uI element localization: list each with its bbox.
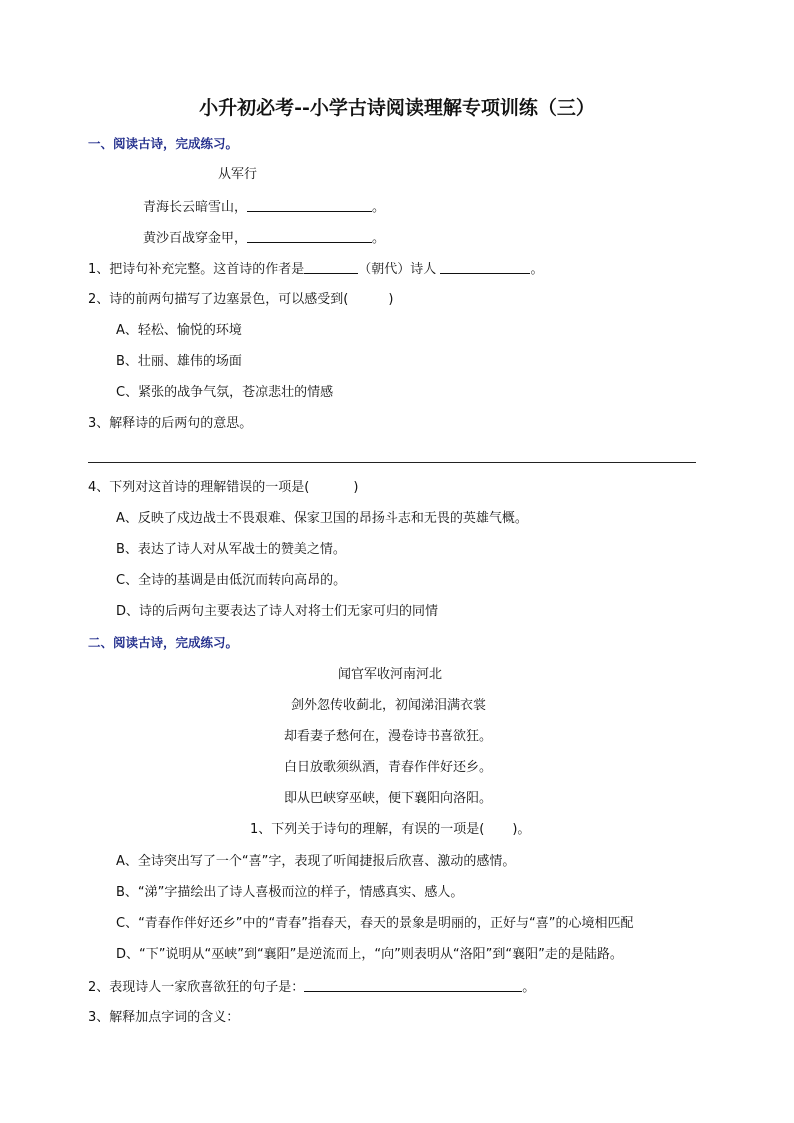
question-4-text: 4、下列对这首诗的理解错误的一项是( [88, 480, 310, 495]
s2-q1-option-d: D、“下”说明从“巫峡”到“襄阳”是逆流而上，“向”则表明从“洛阳”到“襄阳”走的是陆路。 [116, 947, 623, 962]
s2-question-3: 3、解释加点字词的含义： [88, 1010, 240, 1025]
answer-blank[interactable] [247, 230, 372, 243]
section2-heading: 二、阅读古诗，完成练习。 [88, 635, 239, 650]
poem2-line2: 却看妻子愁何在，漫卷诗书喜欲狂。 [284, 729, 493, 744]
poem2-title: 闻官军收河南河北 [338, 667, 443, 682]
q2-option-a: A、轻松、愉悦的环境 [116, 323, 242, 338]
poet-blank[interactable] [440, 261, 530, 274]
page-title: 小升初必考--小学古诗阅读理解专项训练（三） [199, 97, 595, 119]
q2-option-c: C、紧张的战争气氛，苍凉悲壮的情感 [116, 385, 334, 400]
question-2-text: 2、诗的前两句描写了边塞景色，可以感受到( [88, 292, 349, 307]
s2-q1-option-b: B、“涕”字描绘出了诗人喜极而泣的样子，情感真实、感人。 [116, 885, 464, 900]
q2-option-b: B、壮丽、雄伟的场面 [116, 354, 242, 369]
s2-q1-option-c: C、“青春作伴好还乡”中的“青春”指春天，春天的景象是明丽的，正好与“喜”的心境相匹配 [116, 916, 634, 931]
q4-option-c: C、全诗的基调是由低沉而转向高昂的。 [116, 573, 347, 588]
poem1-line1 [143, 199, 385, 216]
close-paren: ) [353, 480, 359, 495]
close-paren: )。 [512, 822, 531, 837]
q4-option-d: D、诗的后两句主要表达了诗人对将士们无家可归的同情 [116, 604, 439, 619]
s2-question-1-text: 1、下列关于诗句的理解，有误的一项是( [250, 822, 485, 837]
poem1-title: 从军行 [218, 167, 258, 182]
question-2 [88, 292, 393, 308]
poem1-line2 [143, 230, 385, 247]
poem2-line4: 即从巴峡穿巫峡，便下襄阳向洛阳。 [284, 791, 493, 806]
poem1-line2-text: 黄沙百战穿金甲， [143, 231, 248, 246]
section1-heading: 一、阅读古诗，完成练习。 [88, 136, 239, 151]
period: 。 [372, 200, 386, 215]
period: 。 [522, 980, 536, 995]
poem2-line3: 白日放歌须纵酒，青春作伴好还乡。 [284, 760, 493, 775]
s2-question-2 [88, 979, 535, 996]
answer-blank[interactable] [304, 979, 522, 992]
s2-question-1 [250, 822, 530, 838]
answer-blank[interactable] [247, 199, 372, 212]
s2-q1-option-a: A、全诗突出写了一个“喜”字，表现了听闻捷报后欣喜、激动的感情。 [116, 854, 516, 869]
poem2-line1: 剑外忽传收蓟北，初闻涕泪满衣裳 [291, 698, 487, 713]
poem1-line1-text: 青海长云暗雪山， [143, 200, 248, 215]
answer-line[interactable] [88, 462, 696, 463]
s2-question-2-text: 2、表现诗人一家欣喜欲狂的句子是： [88, 980, 305, 995]
author-blank[interactable] [304, 261, 358, 274]
question-1-text: 1、把诗句补充完整。这首诗的作者是 [88, 262, 305, 277]
question-4 [88, 480, 358, 496]
period: 。 [372, 231, 386, 246]
close-paren: ) [388, 292, 394, 307]
period: 。 [530, 262, 544, 277]
question-1-text-b: （朝代）诗人 [358, 262, 437, 277]
question-3: 3、解释诗的后两句的意思。 [88, 416, 253, 431]
question-1 [88, 261, 543, 278]
q4-option-a: A、反映了戍边战士不畏艰难、保家卫国的昂扬斗志和无畏的英雄气概。 [116, 511, 528, 526]
q4-option-b: B、表达了诗人对从军战士的赞美之情。 [116, 542, 346, 557]
